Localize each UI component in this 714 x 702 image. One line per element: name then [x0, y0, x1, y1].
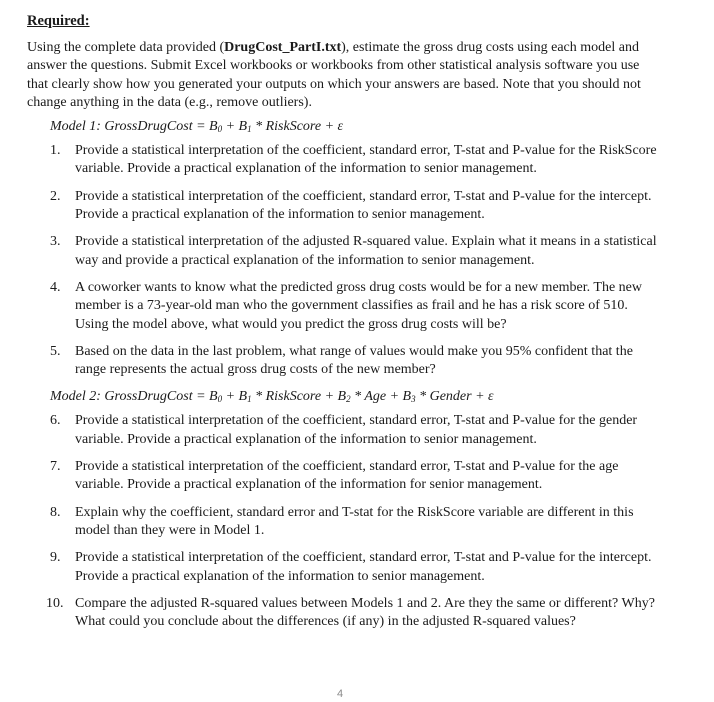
- question-text: Provide a statistical interpretation of the coefficient, standard error, T-stat and P-value for the intercept. Provide a practical explanation of the information to senior management.: [75, 550, 652, 584]
- question-text: A coworker wants to know what the predicted gross drug costs would be for a new member. The new member is a 73-year-old man who the government classifies as frail and he has a risk score of 510. Using the model above, what would you predict the gross drug costs will be?: [75, 279, 642, 332]
- question-item: 9. Provide a statistical interpretation of the coefficient, standard error, T-stat and P-value for the intercept. Provide a practical explanation of the information to senior management.: [50, 550, 652, 584]
- question-text: Based on the data in the last problem, what range of values would make you 95% confident that the range represents the actual gross drug costs of the new member?: [75, 343, 633, 378]
- intro-text-before: Using the complete data provided (: [27, 40, 225, 55]
- data-filename: DrugCost_PartI.txt: [224, 40, 342, 55]
- question-text: Provide a statistical interpretation of the coefficient, standard error, T-stat and P-value for the RiskScore variable. Provide a practical explanation of the information to senior management.: [75, 143, 657, 177]
- model-1-equation: Model 1: GrossDrugCost = $B_0 + B_1$ * RiskScore + ε: [50, 119, 344, 135]
- document-content: [27, 12, 657, 640]
- question-text: Explain why the coefficient, standard error and T-stat for the RiskScore variable are different in this model than they were in Model 1.: [75, 504, 634, 538]
- question-item: 5. Based on the data in the last problem, what range of values would make you 95% confident that the range represents the actual gross drug costs of the new member?: [50, 343, 633, 378]
- model-2-questions: [27, 412, 657, 631]
- question-item: 2. Provide a statistical interpretation of the coefficient, standard error, T-stat and P-value for the intercept. Provide a practical explanation of the information to senior management.: [50, 188, 652, 223]
- question-item: 4. A coworker wants to know what the predicted gross drug costs would be for a new member. The new member is a 73-year-old man who the government classifies as frail and he has a risk score of 510. Using the model above, what would you predict the gross drug costs will be?: [50, 279, 642, 332]
- question-item: 7. Provide a statistical interpretation of the coefficient, standard error, T-stat and P-value for the age variable. Provide a practical explanation of the information for senior management.: [50, 459, 619, 493]
- question-item: 10. Compare the adjusted R-squared values between Models 1 and 2. Are they the same or different? Why? What could you conclude about the differences (if any) in the adjusted R-squared values?: [46, 595, 655, 630]
- question-item: 1. Provide a statistical interpretation of the coefficient, standard error, T-stat and P-value for the RiskScore variable. Provide a practical explanation of the information to senior management.: [50, 143, 657, 177]
- question-text: Provide a statistical interpretation of the coefficient, standard error, T-stat and P-value for the intercept. Provide a practical explanation of the information to senior management.: [75, 188, 652, 223]
- intro-text-after: ), estimate the gross drug costs using each model and answer the questions. Submit Excel workbooks or workbooks from other statistical analysis software you use that clearly show how you generated your outputs on which your answers are based. Note that you should not change anything in the data (e.g., remove outliers).: [27, 40, 641, 110]
- intro-paragraph: [27, 39, 657, 112]
- model-2-equation: Model 2: GrossDrugCost = $B_0 + B_1$ * RiskScore + $B_2$ * Age + $B_3$ * Gender + ε: [50, 389, 494, 405]
- model-1-questions: [27, 142, 657, 379]
- question-item: 8. Explain why the coefficient, standard error and T-stat for the RiskScore variable are different in this model than they were in Model 1.: [50, 504, 634, 538]
- question-item: 6. Provide a statistical interpretation of the coefficient, standard error, T-stat and P-value for the gender variable. Provide a practical explanation of the information to senior management.: [50, 413, 638, 447]
- question-text: Provide a statistical interpretation of the coefficient, standard error, T-stat and P-value for the gender variable. Provide a practical explanation of the information to senior management.: [75, 413, 638, 447]
- question-text: Provide a statistical interpretation of the coefficient, standard error, T-stat and P-value for the age variable. Provide a practical explanation of the information for senior management.: [75, 459, 619, 493]
- question-text: Compare the adjusted R-squared values between Models 1 and 2. Are they the same or different? Why? What could you conclude about the differences (if any) in the adjusted R-squared values?: [75, 595, 655, 630]
- page-number: 4: [336, 688, 344, 700]
- question-item: 3. Provide a statistical interpretation of the adjusted R-squared value. Explain what it means in a statistical way and provide a practical explanation of the information to senior management.: [50, 234, 657, 268]
- question-text: Provide a statistical interpretation of the adjusted R-squared value. Explain what it means in a statistical way and provide a practical explanation of the information to senior management.: [75, 234, 657, 268]
- required-heading: Required:: [27, 13, 90, 29]
